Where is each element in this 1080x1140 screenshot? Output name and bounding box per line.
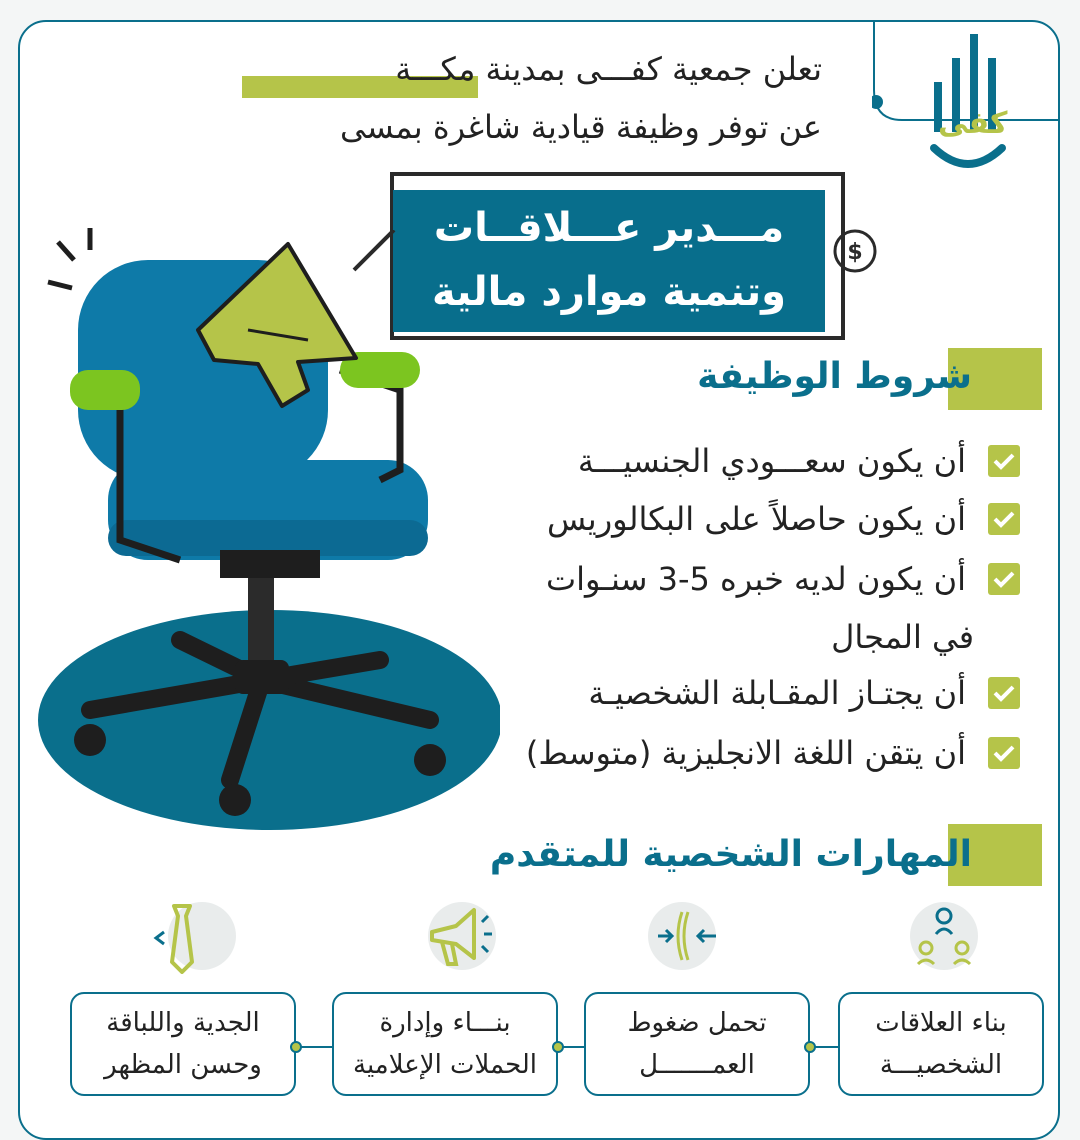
check-icon (988, 737, 1020, 769)
logo-text: كفى (938, 106, 1008, 141)
check-icon (988, 503, 1020, 535)
connector-dot (804, 1041, 816, 1053)
skill-card-relationships (838, 992, 1044, 1096)
skills-heading: المهارات الشخصية للمتقدم (489, 834, 972, 875)
skill-card-pressure (584, 992, 810, 1096)
requirement-item-continued (831, 618, 974, 656)
skill-line: الحملات الإعلامية (353, 1050, 538, 1080)
skill-line: الجدية واللباقة (106, 1008, 260, 1038)
requirements-heading: شروط الوظيفة (697, 356, 972, 397)
skill-line: وحسن المظهر (104, 1050, 262, 1080)
skill-line: تحمل ضغوط (627, 1008, 767, 1038)
requirement-item (526, 734, 1020, 772)
necktie-icon (148, 902, 238, 974)
job-title-line-1: مـــدير عـــلاقــات (433, 205, 785, 251)
people-network-icon (898, 902, 988, 974)
requirement-item (547, 500, 1020, 538)
check-icon (988, 445, 1020, 477)
requirement-text: أن يجتـاز المقـابلة الشخصيـة (588, 674, 966, 712)
check-icon (988, 677, 1020, 709)
requirement-text: أن يتقن اللغة الانجليزية (متوسط) (525, 734, 966, 772)
skill-line: بناء العلاقات (875, 1008, 1007, 1038)
skill-card-appearance (70, 992, 296, 1096)
connector-dot (290, 1041, 302, 1053)
requirement-item (578, 442, 1020, 480)
megaphone-icon (416, 902, 506, 974)
skill-line: بنـــاء وإدارة (379, 1008, 511, 1038)
connector-dot (552, 1041, 564, 1053)
intro-line-2: عن توفر وظيفة قيادية شاغرة بمسى (340, 108, 822, 146)
job-title-line-2: وتنمية موارد مالية (432, 269, 786, 315)
requirement-text: أن يكون حاصلاً على البكالوريس (547, 500, 966, 538)
logo (872, 20, 1060, 190)
megaphone-graphic (188, 240, 368, 420)
dollar-cycle-icon (828, 224, 882, 278)
requirement-text: أن يكون لديه خبره 5-3 سنـوات (546, 560, 966, 598)
requirement-item (588, 674, 1020, 712)
skill-line: العمـــــــل (639, 1050, 755, 1080)
requirement-text: في المجال (831, 618, 974, 656)
intro-line-1: تعلن جمعية كفـــى بمدينة مكـــة (395, 50, 822, 88)
requirement-item (546, 560, 1020, 598)
skill-card-campaigns (332, 992, 558, 1096)
skill-line: الشخصيـــة (879, 1050, 1003, 1080)
hand-logo-icon (872, 20, 1060, 190)
check-icon (988, 563, 1020, 595)
requirement-text: أن يكون سعـــودي الجنسيـــة (577, 442, 966, 480)
svg-text:$: $ (847, 240, 863, 265)
pressure-arrows-icon (636, 902, 726, 974)
